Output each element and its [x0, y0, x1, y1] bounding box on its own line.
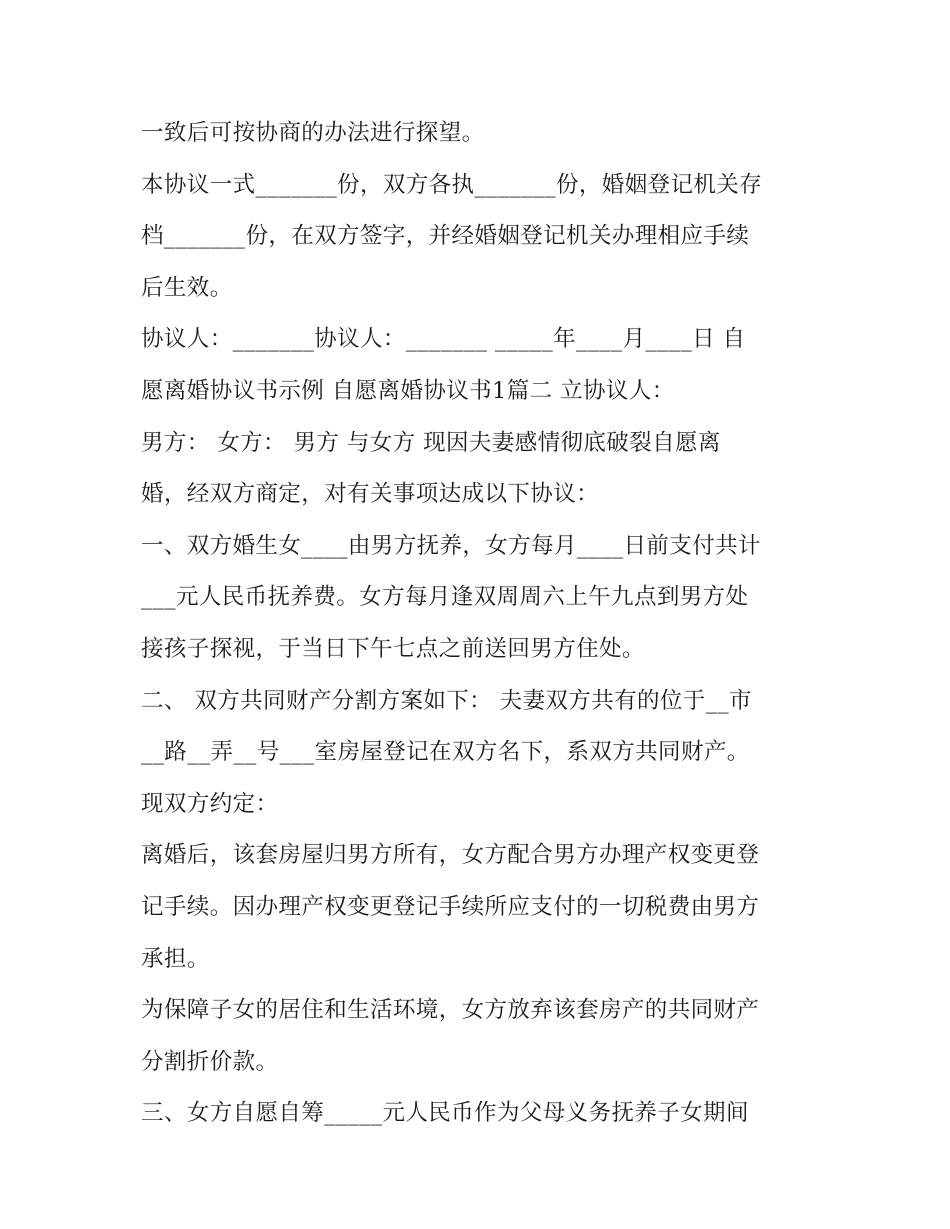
text-line: 婚，经双方商定，对有关事项达成以下协议：	[141, 481, 600, 508]
text-line: 一致后可按协商的办法进行探望。	[141, 120, 485, 146]
text-line: 男方： 女方： 男方 与女方 现因夫妻感情彻底破裂自愿离	[141, 429, 721, 456]
text-line: 承担。	[141, 945, 210, 972]
text-line: 记手续。因办理产权变更登记手续所应支付的一切税费由男方	[141, 893, 760, 920]
text-line: 接孩子探视，于当日下午七点之前送回男方住处。	[141, 635, 645, 662]
text-line: 愿离婚协议书示例 自愿离婚协议书1篇二 立协议人：	[141, 377, 675, 404]
text-line: 后生效。	[141, 274, 233, 301]
text-line: 现双方约定：	[141, 790, 279, 817]
text-line: 协议人：_______协议人：_______ _____年____月____日 自	[141, 326, 746, 353]
text-line: 档_______份，在双方签字，并经婚姻登记机关办理相应手续	[141, 223, 750, 250]
text-line: 本协议一式_______份，双方各执_______份，婚姻登记机关存	[141, 171, 763, 198]
text-line: __路__弄__号___室房屋登记在双方名下，系双方共同财产。	[141, 739, 750, 766]
text-line: ___元人民币抚养费。女方每月逢双周周六上午九点到男方处	[141, 584, 749, 611]
text-line: 分割折价款。	[141, 1048, 279, 1075]
document-body	[141, 108, 821, 1140]
text-line: 离婚后，该套房屋归男方所有，女方配合男方办理产权变更登	[141, 842, 760, 869]
text-line: 二、 双方共同财产分割方案如下： 夫妻双方共有的位于__市	[141, 687, 752, 714]
text-line: 一、双方婚生女____由男方抚养，女方每月____日前支付共计	[141, 532, 761, 559]
text-line: 为保障子女的居住和生活环境，女方放弃该套房产的共同财产	[141, 997, 760, 1024]
text-line: 三、女方自愿自筹_____元人民币作为父母义务抚养子女期间	[141, 1100, 749, 1127]
